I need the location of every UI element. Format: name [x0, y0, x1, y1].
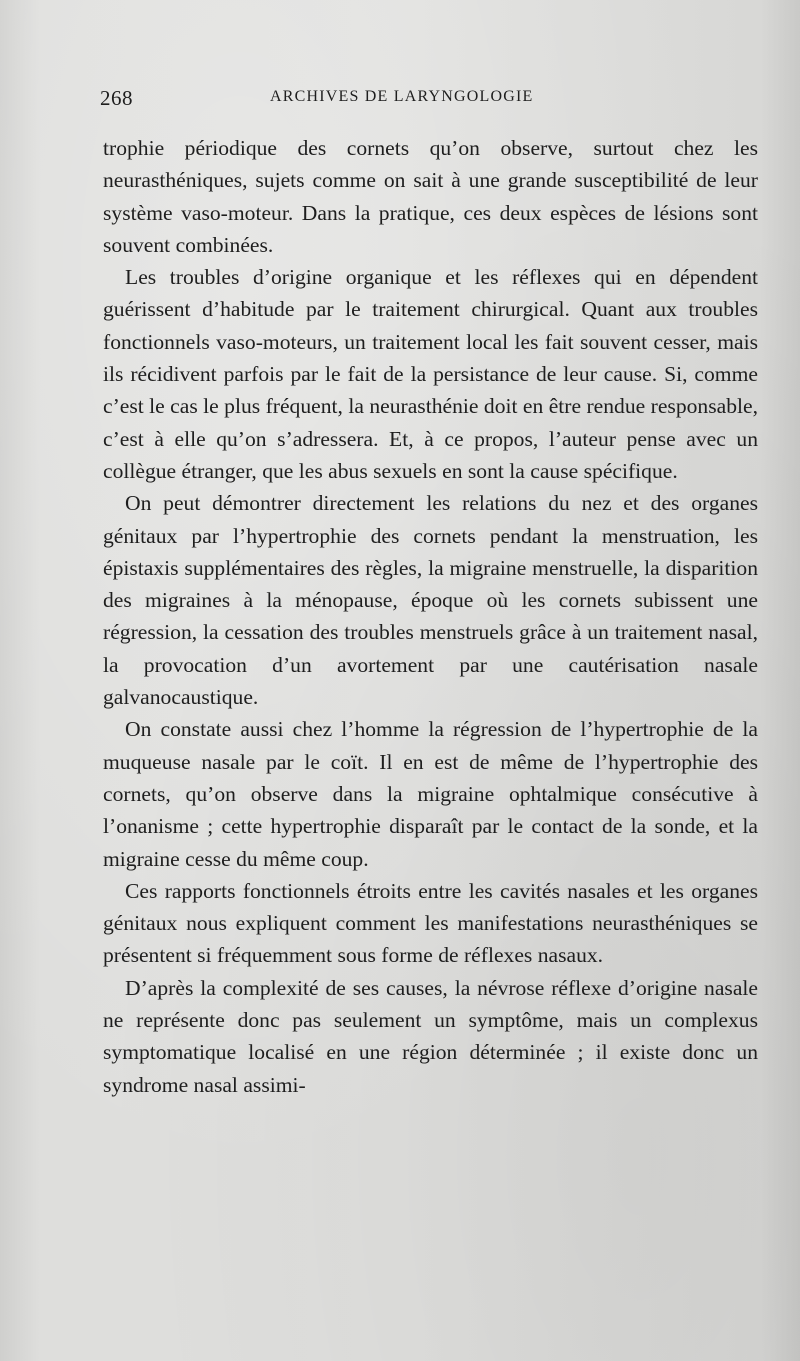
running-head	[100, 86, 620, 116]
page-number: 268	[100, 86, 133, 110]
paragraph-regression-in-men: On constate aussi chez l’homme la régression de l’hypertrophie de la muqueuse nasale par le coït. Il en est de même de l’hypertrophie des cornets, qu’on observe dans la migraine ophtalmique consécutive à l’onanisme ; cette hypertrophie disparaît par le contact de la sonde, et la migraine cesse du même coup.	[103, 717, 758, 871]
paragraph-nasal-syndrome: D’après la complexité de ses causes, la névrose réflexe d’origine nasale ne représente donc pas seulement un symptôme, mais un complexus symptomatique localisé en une région déterminée ; il existe donc un syndrome nasal assimi-	[103, 975, 758, 1097]
paragraph-nose-genital-relations: On peut démontrer directement les relations du nez et des organes génitaux par l’hypertrophie des cornets pendant la menstruation, les épistaxis supplémentaires des règles, la migraine menstruelle, la disparition des migraines à la ménopause, époque où les cornets subissent une régression, la cessation des troubles menstruels grâce à un traitement nasal, la provocation d’un avortement par une cautérisation nasale galvanocaustique.	[103, 491, 758, 710]
journal-title: ARCHIVES DE LARYNGOLOGIE	[270, 88, 534, 105]
paragraph-continuation: trophie périodique des cornets qu’on observe, surtout chez les neurasthéniques, sujets comme on sait à une grande susceptibilité de leur système vaso-moteur. Dans la pratique, ces deux espèces de lésions sont souvent combinées.	[103, 136, 758, 257]
paragraph-surgical-treatment: Les troubles d’origine organique et les réflexes qui en dépendent guérissent d’habitude par le traitement chirurgical. Quant aux troubles fonctionnels vaso-moteurs, un traitement local les fait souvent cesser, mais ils récidivent parfois par le fait de la persistance de leur cause. Si, comme c’est le cas le plus fréquent, la neurasthénie doit en être rendue responsable, c’est à elle qu’on s’adressera. Et, à ce propos, l’auteur pense avec un collègue étranger, que les abus sexuels en sont la cause spécifique.	[103, 265, 758, 483]
paragraph-functional-relations: Ces rapports fonctionnels étroits entre les cavités nasales et les organes génitaux nous expliquent comment les manifestations neurasthéniques se présentent si fréquemment sous forme de réflexes nasaux.	[103, 878, 758, 968]
body-text	[103, 132, 758, 1101]
